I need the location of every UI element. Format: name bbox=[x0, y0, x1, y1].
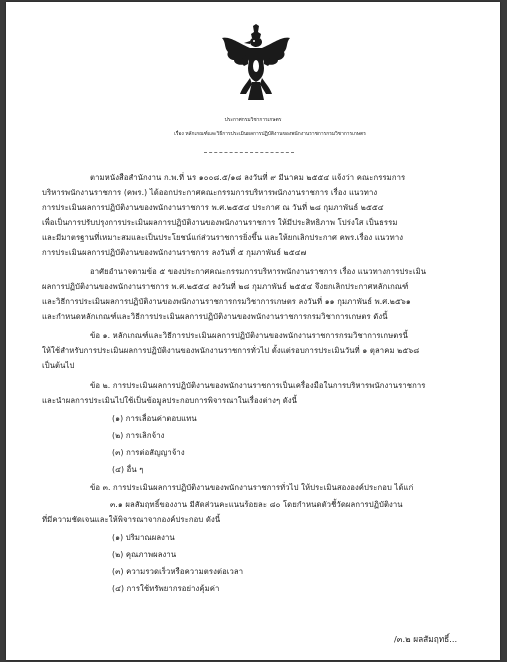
list-item: (๓) ความรวดเร็วหรือความตรงต่อเวลา bbox=[112, 567, 244, 576]
body-line: และกำหนดหลักเกณฑ์และวิธีการประเมินผลการปฏิบัติงานของพนักงานราชการกรมวิชาการเกษตร ดังนี้ bbox=[42, 312, 388, 321]
agency-name: ประกาศกรมวิชาการเกษตร bbox=[224, 117, 282, 123]
garuda-emblem-icon bbox=[220, 24, 292, 102]
body-line: ตามหนังสือสำนักงาน ก.พ.ที่ นร ๑๐๐๘.๕/๑๘ ลงวันที่ ๙ มีนาคม ๒๕๕๔ แจ้งว่า คณะกรรมการ bbox=[90, 173, 406, 182]
body-line: และมีมาตรฐานที่เหมาะสมและเป็นประโยชน์แก่ส่วนราชการยิ่งขึ้น และให้ยกเลิกประกาศ คพร.เรื่อง แนวทาง bbox=[42, 233, 404, 242]
list-item: (๔) อื่น ๆ bbox=[112, 465, 144, 474]
body-line: ผลการปฏิบัติงานของพนักงานราชการ พ.ศ.๒๕๕๔ ลงวันที่ ๒๘ กุมภาพันธ์ ๒๕๕๔ จึงยกเลิกประกาศหลักเกณฑ์ bbox=[42, 282, 409, 291]
body-line: การประเมินผลการปฏิบัติงานของพนักงานราชการ พ.ศ.๒๕๕๔ ประกาศ ณ วันที่ ๒๘ กุมภาพันธ์ ๒๕๕๔ bbox=[42, 203, 384, 212]
list-item: (๔) การใช้ทรัพยากรอย่างคุ้มค่า bbox=[112, 584, 220, 593]
clause-1-line: เป็นต้นไป bbox=[42, 361, 75, 370]
body-line: และวิธีการประเมินผลการปฏิบัติงานของพนักงานราชการกรมวิชาการเกษตร ลงวันที่ ๑๑ กุมภาพันธ์ พ.ศ.๒๕๖๑ bbox=[42, 297, 411, 306]
clause-3-line: ที่มีความชัดเจนและให้พิจารณาจากองค์ประกอบ ดังนี้ bbox=[42, 515, 221, 524]
body-line: อาศัยอำนาจตามข้อ ๕ ของประกาศคณะกรรมการบริหารพนักงานราชการ เรื่อง แนวทางการประเมิน bbox=[90, 267, 427, 276]
body-line: การประเมินผลการปฏิบัติงานของพนักงานราชการ ลงวันที่ ๕ กุมภาพันธ์ ๒๕๔๗ bbox=[42, 248, 307, 257]
list-item: (๑) ปริมาณผลงาน bbox=[112, 533, 175, 542]
divider bbox=[204, 152, 294, 153]
list-item: (๑) การเลื่อนค่าตอบแทน bbox=[112, 414, 197, 423]
clause-2-line: และนำผลการประเมินไปใช้เป็นข้อมูลประกอบการพิจารณาในเรื่องต่างๆ ดังนี้ bbox=[42, 396, 298, 405]
list-item: (๒) การเลิกจ้าง bbox=[112, 431, 165, 440]
list-item: (๓) การต่อสัญญาจ้าง bbox=[112, 448, 185, 457]
clause-2-line: ข้อ ๒. การประเมินผลการปฏิบัติงานของพนักงานราชการเป็นเครื่องมือในการบริหารพนักงานราชการ bbox=[90, 381, 426, 390]
clause-1-line: ข้อ ๑. หลักเกณฑ์และวิธีการประเมินผลการปฏิบัติงานของพนักงานราชการกรมวิชาการเกษตรนี้ bbox=[90, 331, 408, 340]
list-item: (๒) คุณภาพผลงาน bbox=[112, 550, 177, 559]
clause-3-line: ๓.๑ ผลสัมฤทธิ์ของงาน มีสัดส่วนคะแนนร้อยละ ๘๐ โดยกำหนดตัวชี้วัดผลการปฏิบัติงาน bbox=[110, 500, 403, 509]
continuation-note: /๓.๒ ผลสัมฤทธิ์... bbox=[394, 634, 458, 644]
body-line: บริหารพนักงานราชการ (คพร.) ได้ออกประกาศคณะกรรมการบริหารพนักงานราชการ เรื่อง แนวทาง bbox=[42, 188, 378, 197]
document-page bbox=[6, 2, 500, 660]
clause-3-line: ข้อ ๓. การประเมินผลการปฏิบัติงานของพนักงานราชการทั่วไป ให้ประเมินสององค์ประกอบ ได้แก่ bbox=[90, 483, 414, 492]
clause-1-line: ให้ใช้สำหรับการประเมินผลการปฏิบัติงานของพนักงานราชการทั่วไป ตั้งแต่รอบการประเมินวันที่ ๑ ตุลาคม ๒๕๖๘ bbox=[42, 346, 420, 355]
announcement-subject: เรื่อง หลักเกณฑ์และวิธีการประเมินผลการปฏิบัติงานของพนักงานราชการกรมวิชาการเกษตร bbox=[174, 131, 366, 137]
body-line: เพื่อเป็นการปรับปรุงการประเมินผลการปฏิบัติงานของพนักงานราชการ ให้มีประสิทธิภาพ โปร่งใส เป็นธรรม bbox=[42, 218, 398, 227]
